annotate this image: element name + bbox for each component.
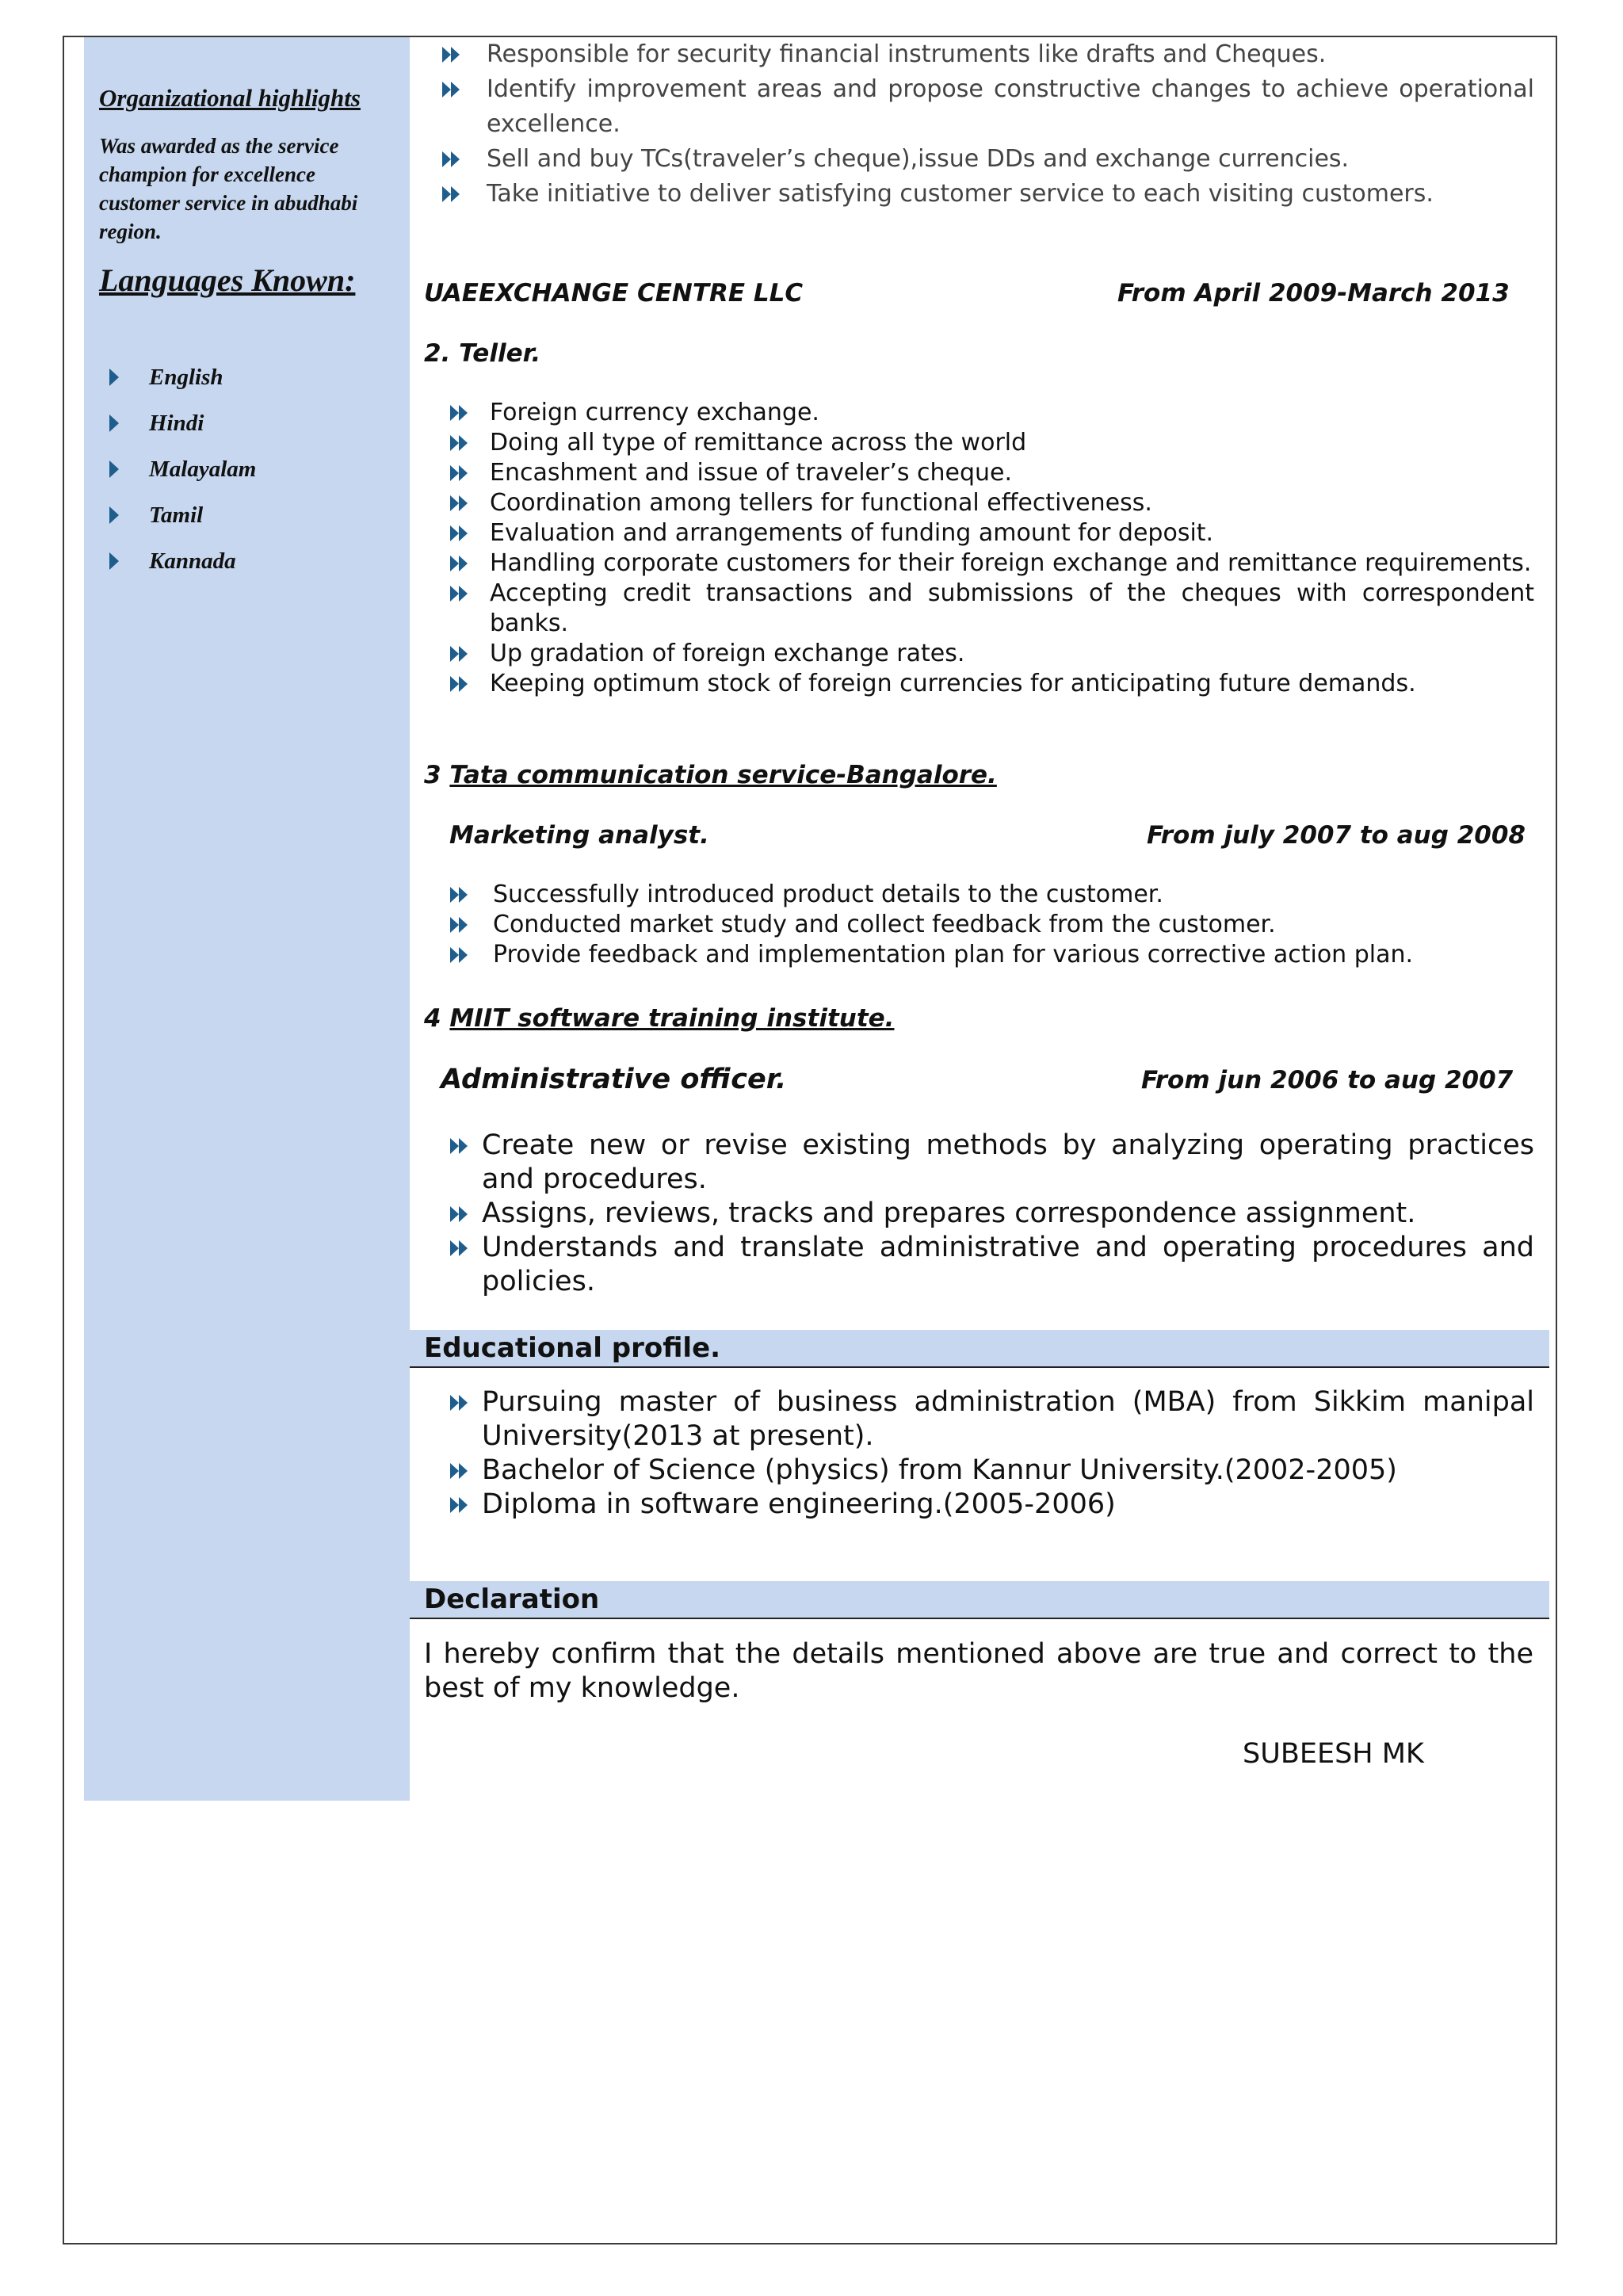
job3-heading [424,761,997,789]
top-duties-list [442,37,1534,212]
sidebar [84,37,410,1801]
list-item [450,940,1534,970]
job4-number: 4 [424,1004,450,1033]
job3-period: From july 2007 to aug 2008 [1147,821,1526,850]
list-item [450,1488,1534,1522]
org-highlights-text: Was awarded as the service champion for excellence customer service in abudhabi region. [99,134,358,243]
list-item [450,1197,1534,1231]
duty-text: Sell and buy TCs(traveler’s cheque),issue DDs and exchange currencies. [487,145,1350,173]
double-arrow-bullet-icon [450,586,469,603]
double-arrow-bullet-icon [442,82,461,99]
list-item [450,669,1534,699]
duty-text: Conducted market study and collect feedback from the customer. [493,911,1276,938]
languages-heading: Languages Known: [99,262,356,298]
job2-duties-list [450,398,1534,699]
language-item [108,361,256,407]
double-arrow-bullet-icon [450,1395,469,1412]
duty-text: Create new or revise existing methods by analyzing operating practices and procedures. [482,1129,1534,1195]
list-item [450,1231,1534,1299]
double-arrow-bullet-icon [450,676,469,693]
declaration-heading: Declaration [410,1581,1549,1619]
list-item [450,548,1534,579]
duty-text: Foreign currency exchange. [490,399,819,426]
org-highlights-heading: Organizational highlights [99,84,361,112]
list-item [450,398,1534,428]
job4-heading [424,1004,894,1033]
list-item [442,177,1534,212]
duty-text: Take initiative to deliver satisfying customer service to each visiting customers. [487,180,1434,208]
duty-text: Assigns, reviews, tracks and prepares correspondence assignment. [482,1198,1416,1229]
signature-name: SUBEESH MK [1243,1738,1424,1770]
job2-company: UAEEXCHANGE CENTRE LLC [424,279,804,308]
job4-duties-list [450,1129,1534,1299]
double-arrow-bullet-icon [450,917,469,934]
double-arrow-bullet-icon [450,556,469,573]
language-label: Malayalam [149,457,257,482]
double-arrow-bullet-icon [450,1463,469,1480]
education-heading: Educational profile. [410,1330,1549,1368]
job4-company: MIIT software training institute. [449,1004,895,1033]
triangle-bullet-icon [109,460,119,478]
list-item [450,518,1534,548]
duty-text: Evaluation and arrangements of funding amount for deposit. [490,519,1214,547]
double-arrow-bullet-icon [450,646,469,663]
job4-title: Administrative officer. [441,1064,787,1095]
triangle-bullet-icon [109,552,119,570]
education-list [450,1385,1534,1522]
double-arrow-bullet-icon [450,465,469,483]
list-item [450,880,1534,910]
double-arrow-bullet-icon [450,887,469,904]
duty-text: Responsible for security financial instruments like drafts and Cheques. [487,40,1327,68]
duty-text: Accepting credit transactions and submissions of the cheques with correspondent banks. [490,579,1534,637]
education-text: Diploma in software engineering.(2005-2006) [482,1488,1116,1520]
list-item [450,639,1534,669]
job4-period: From jun 2006 to aug 2007 [1141,1066,1514,1095]
double-arrow-bullet-icon [450,1206,469,1224]
double-arrow-bullet-icon [450,405,469,422]
duty-text: Coordination among tellers for functional effectiveness. [490,489,1152,517]
list-item [442,142,1534,177]
list-item [450,1385,1534,1454]
language-item [108,407,256,453]
list-item [450,428,1534,458]
double-arrow-bullet-icon [442,151,461,169]
duty-text: Doing all type of remittance across the world [490,429,1027,457]
language-label: Hindi [149,411,204,436]
double-arrow-bullet-icon [450,495,469,513]
language-item [108,499,256,544]
list-item [450,910,1534,940]
language-label: English [149,365,223,390]
job3-number: 3 [424,761,450,789]
list-item [450,579,1534,639]
job2-title: 2. Teller. [424,339,541,368]
language-label: Tamil [149,502,204,528]
language-item [108,544,256,590]
duty-text: Handling corporate customers for their foreign exchange and remittance requirements. [490,549,1532,577]
declaration-text: I hereby confirm that the details mentioned above are true and correct to the best of my knowledge. [424,1638,1533,1704]
double-arrow-bullet-icon [450,525,469,543]
double-arrow-bullet-icon [450,435,469,453]
job2-period: From April 2009-March 2013 [1117,279,1510,308]
duty-text: Understands and translate administrative and operating procedures and policies. [482,1232,1534,1297]
double-arrow-bullet-icon [442,47,461,64]
triangle-bullet-icon [109,506,119,524]
list-item [442,37,1534,72]
triangle-bullet-icon [109,415,119,432]
job3-title: Marketing analyst. [449,821,709,850]
list-item [450,1454,1534,1488]
duty-text: Encashment and issue of traveler’s cheque. [490,459,1013,487]
duty-text: Keeping optimum stock of foreign currencies for anticipating future demands. [490,670,1416,697]
languages-list [108,361,256,590]
duty-text: Provide feedback and implementation plan for various corrective action plan. [493,941,1414,968]
education-text: Pursuing master of business administration (MBA) from Sikkim manipal University(2013 at present). [482,1386,1534,1452]
double-arrow-bullet-icon [442,186,461,204]
job3-company: Tata communication service-Bangalore. [449,761,997,789]
duty-text: Identify improvement areas and propose constructive changes to achieve operational excellence. [487,75,1534,138]
double-arrow-bullet-icon [450,947,469,965]
double-arrow-bullet-icon [450,1497,469,1515]
language-item [108,453,256,499]
list-item [450,488,1534,518]
list-item [450,1129,1534,1197]
education-text: Bachelor of Science (physics) from Kannur University.(2002-2005) [482,1454,1397,1486]
duty-text: Up gradation of foreign exchange rates. [490,640,965,667]
list-item [442,72,1534,142]
triangle-bullet-icon [109,369,119,386]
job3-duties-list [450,880,1534,970]
double-arrow-bullet-icon [450,1240,469,1258]
duty-text: Successfully introduced product details to the customer. [493,881,1163,908]
language-label: Kannada [149,548,236,574]
double-arrow-bullet-icon [450,1138,469,1156]
list-item [450,458,1534,488]
